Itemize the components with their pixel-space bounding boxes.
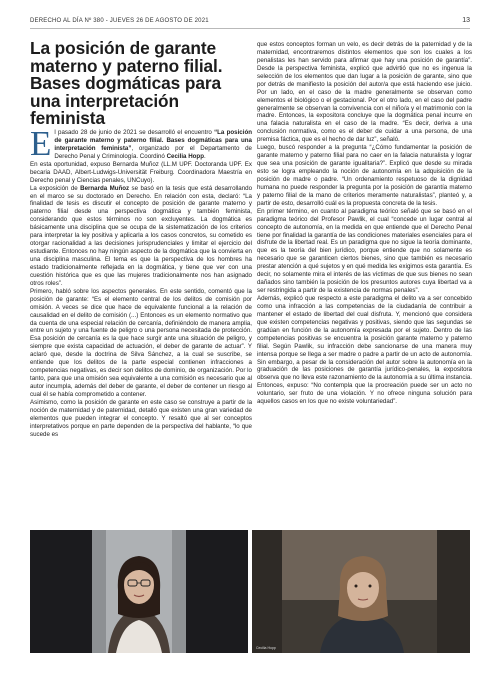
drop-cap: E (30, 124, 52, 163)
paragraph: que estos conceptos forman un velo, es decir detrás de la paternidad y de la maternidad, encontraremos distintos elementos que son los cuales a los penalistas les han servido para afirmar que hay una posición de garantía”. Desde la perspectiva feminista, explicó que advirtió que no es ingenua la selección de los elementos que dan lugar a la posición de garante, sino que por detrás de manifiesto la posición del autor/a que está haciendo ese juicio. Por un lado, en el caso de la madre generalmente se observan como elementos el biológico o el gestacional. Por el otro lado, en el caso del padre generalmente se observan la convivencia con el niño/a y el matrimonio con la madre. Entonces, la expositora concluye que la dogmática penal incurre en una falacia naturalista en el caso de la madre. “Es decir, deriva a una conclusión normativa, como es el deber de cuidar a una persona, de una premisa fáctica, que es el hecho de dar luz”, señaló. (257, 41, 472, 144)
coordinator-name: Cecilia Hopp (166, 152, 204, 160)
article-column-right (257, 41, 472, 406)
speaker-photo (30, 530, 248, 653)
publication-issue-line: DERECHO AL DÍA Nº 380 - JUEVES 26 DE AGOSTO DE 2021 (30, 18, 209, 24)
paragraph: Además, explicó que respecto a este paradigma el delito va a ser concebido como una infracción a las competencias de la ciudadanía de contribuir a mantener el estado de libertad del cual disfruta. Y, mencionó que considera que existen competencias negativas y positivas, siendo que las segundas se gradúan en función de la autonomía expresada por el sujeto. Dentro de las competencias positivas se encuentra la posición garante materno y paterno filial. Según Pawlik, su infracción debe sancionarse de una manera muy intensa porque se llega a ser madre o padre a partir de un acto de autonomía. Sin embargo, a pesar de la consideración del autor sobre la autonomía en la graduación de las posiciones de garantía jurídico-penales, la expositora observa que no lleva este razonamiento de la autonomía a su última instancia. Entonces, expuso: “No contempla que la procreación puede ser un acto no voluntario, ser fruto de una violación. Y no ofrece ninguna solución para aquellos casos en los que no existe voluntariedad”. (257, 295, 472, 406)
photo-name-tag: Cecilia Hopp (256, 646, 276, 650)
article-title: La posición de garante materno y paterno filial. Bases dogmáticas para una interpretación feminista (30, 38, 223, 128)
paragraph: En esta oportunidad, expuso Bernarda Muñoz (LL.M UPF. Doctoranda UPF. Ex becaria DAAD, Albert-Ludwigs-Universität Freiburg. Coordinadora Maestría en Derecho penal y Ciencias penales, UNCuyo). (30, 160, 252, 184)
article-column-left (30, 124, 252, 439)
event-title: “La posición de garante materno y paterno filial. Bases dogmáticas para una interpretación feminista” (54, 129, 252, 152)
paragraph: Primero, habló sobre los aspectos generales. En este sentido, comentó que la posición de garante: “Es el elemento central de los delitos de comisión por omisión. A veces se dice que hace de equivalente funcional a la relación de causalidad en el delito de comisión (...) Entonces es un elemento normativo que da cuenta de una especial relación de cercanía, definiéndolo de manera amplia, entre un sujeto y una fuente de peligro o una persona necesitada de protección. Esa posición de cercanía es la que hace surgir ante una situación de peligro, y siempre que exista capacidad de actuación, el deber de garante de actuar”. Y aclaró que, desde la doctrina de Silva Sánchez, a la cual se suscribe, se entiende que los delitos de la parte especial contienen infracciones a competencias negativas, es decir son delitos de dominio, de organización. Por lo tanto, para que una omisión sea equivalente a una comisión es necesario que al autor incumpla, además del deber de garante, el deber de contener un riesgo al cual él se había comprometido a contener. (30, 287, 252, 398)
paragraph: La exposición de Bernarda Muñoz se basó en la tesis que está desarrollando en el marco se su doctorado en Derecho. En relación con esta, declaró: “La finalidad de tesis es discutir el concepto de posición de garante materno y paterno filial desde una perspectiva dogmática y también feminista, considerando que estos términos no son excluyentes. La dogmática es básicamente una disciplina que se ocupa de la sistematización de los criterios para interpretar la ley positiva y aplicarla a los casos concretos, su cometido es otorgar racionalidad a las decisiones jurisprudenciales y limitar el ejercicio del estudiante. Entonces no hay ningún aspecto de la dogmática que la convierta en una disciplina masculina. El tema es que la perspectiva de los hombres ha estado tradicionalmente reflejada en la dogmática, y tiene que ver con una cuestión histórica que es que las mujeres tradicionalmente nos han asignado otros roles”. (30, 184, 252, 287)
page-header (30, 16, 470, 29)
paragraph-intro: El pasado 28 de junio de 2021 se desarrolló el encuentro “La posición de garante materno y paterno filial. Bases dogmáticas para una interpretación feminista”, organizado por el Departamento de Derecho Penal y Criminología. Coordinó Cecilia Hopp. (30, 124, 252, 163)
coordinator-photo (252, 530, 470, 653)
speaker-name: Bernarda Muñoz (80, 184, 130, 192)
video-call-photos (30, 530, 470, 653)
paragraph: Asimismo, como la posición de garante en este caso se construye a partir de la noción de maternidad y de paternidad, detalló que existen una gran variedad de elementos que pueden integrar el concepto. Y resaltó que al ser conceptos interpretativos porque en parte dependen de la perspectiva del hablante, “lo que sucede es (30, 398, 252, 438)
paragraph: En primer término, en cuanto al paradigma teórico señaló que se basó en el paradigma teórico del Profesor Pawlik, el cual “concede un lugar central al concepto de autonomía, en la medida en que entiende que el Derecho Penal tiene por finalidad la garantía de las condiciones materiales esenciales para el disfrute de la libertad real. Es un paradigma que no sigue la teoría dominante, que es la teoría del bien jurídico, porque entiende que no solamente es necesario que se garanticen ciertos bienes, sino que también es necesario prestar atención a qué sujetos y en qué medida les exigimos esta garantía. Es decir, no solamente mira el interés de las víctimas de que sus bienes no sean dañados sino también la posición de los presuntos autores cuya libertad va a ser restringida a partir de la existencia de normas penales”. (257, 207, 472, 295)
page-number: 13 (462, 17, 470, 24)
paragraph: Luego, buscó responder a la pregunta “¿Cómo fundamentar la posición de garante materno y paterno filial para no caer en la falacia naturalista y lograr que sea una posición de garante igualitaria?”. Explicó que desde su mirada esto se logra empleando la noción de autonomía en la adquisición de la posición de madre o padre. “Un ordenamiento respetuoso de la dignidad humana no puede responder la pregunta por la posición de garantía materno y paterno filial de la mano de criterios meramente naturalistas”, planteó y, a partir de esto, desarrolló cuál es la propuesta concreta de la tesis. (257, 144, 472, 207)
